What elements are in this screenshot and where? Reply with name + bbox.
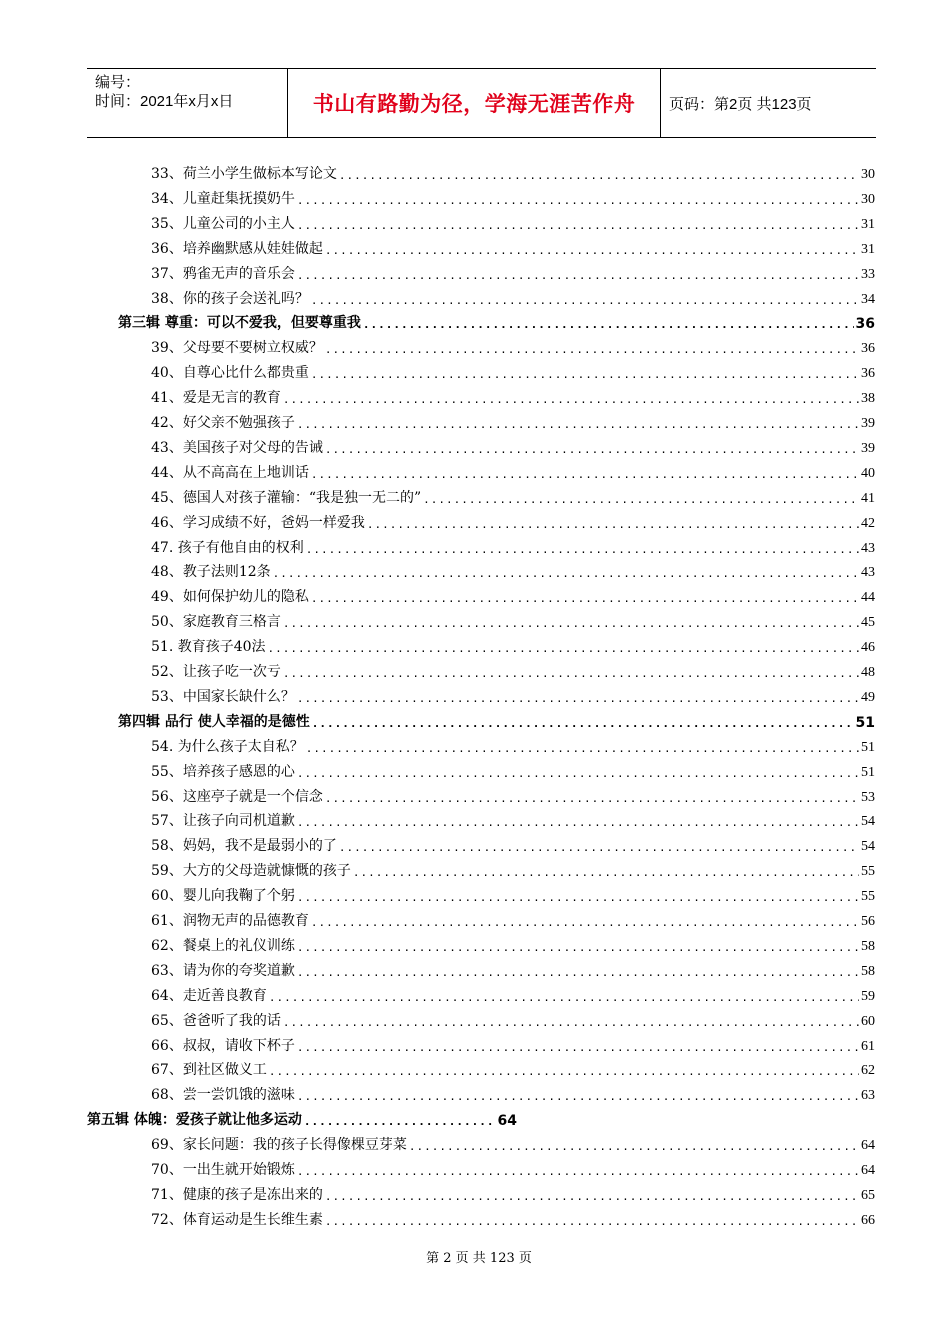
toc-entry-title: 50、家庭教育三格言 xyxy=(151,614,281,631)
toc-entry-title: 第四辑 品行 使人幸福的是德性 xyxy=(118,713,310,730)
toc-entry-title: 36、培养幽默感从娃娃做起 xyxy=(151,240,323,257)
toc-entry[interactable] xyxy=(151,184,875,208)
toc-entry-page-number: 43 xyxy=(861,565,875,581)
toc-entry-page-number: 64 xyxy=(497,1113,517,1130)
toc-dot-leader xyxy=(423,493,859,507)
toc-entry[interactable] xyxy=(151,1006,875,1030)
toc-entry-title: 第五辑 体魄：爱孩子就让他多运动 xyxy=(87,1112,302,1129)
header-info-cell xyxy=(87,69,287,137)
toc-entry-title: 63、请为你的夸奖道歉 xyxy=(151,962,295,979)
toc-section-heading[interactable] xyxy=(118,308,875,332)
toc-section-heading[interactable] xyxy=(118,707,875,731)
toc-entry-title: 48、教子法则12条 xyxy=(151,564,271,581)
header-page-info: 页码：第2页 共123页 xyxy=(669,95,812,113)
toc-entry-title: 70、一出生就开始锻炼 xyxy=(151,1162,295,1178)
toc-entry-title: 68、尝一尝饥饿的滋味 xyxy=(151,1087,295,1104)
toc-dot-leader xyxy=(297,692,859,706)
toc-entry-page-number: 42 xyxy=(861,515,875,531)
toc-entry-page-number: 62 xyxy=(861,1063,875,1079)
toc-entry-title: 41、爱是无言的教育 xyxy=(151,390,281,407)
toc-dot-leader xyxy=(325,244,859,258)
toc-entry[interactable] xyxy=(151,159,875,183)
toc-entry-page-number: 39 xyxy=(861,416,875,431)
toc-entry[interactable] xyxy=(151,981,875,1005)
toc-entry-title: 35、儿童公司的小主人 xyxy=(151,215,295,232)
toc-entry-page-number: 39 xyxy=(861,440,875,456)
toc-entry-page-number: 63 xyxy=(861,1088,875,1104)
toc-entry[interactable] xyxy=(151,284,875,308)
toc-entry-page-number: 51 xyxy=(855,714,875,731)
toc-dot-leader xyxy=(283,393,859,407)
toc-entry-title: 64、走近善良教育 xyxy=(151,987,267,1004)
toc-entry[interactable] xyxy=(151,408,875,432)
toc-entry[interactable] xyxy=(151,1205,875,1229)
toc-entry-title: 60、婴儿向我鞠了个躬 xyxy=(151,888,295,905)
toc-entry[interactable] xyxy=(151,806,875,830)
toc-entry-page-number: 54 xyxy=(861,814,875,830)
toc-dot-leader xyxy=(297,418,859,432)
toc-entry-page-number: 46 xyxy=(861,640,875,656)
toc-entry-page-number: 55 xyxy=(861,864,875,880)
toc-dot-leader xyxy=(297,891,859,905)
toc-dot-leader xyxy=(268,642,859,656)
toc-dot-leader xyxy=(325,1215,859,1229)
toc-dot-leader xyxy=(297,941,859,955)
toc-entry-title: 42、好父亲不勉强孩子 xyxy=(151,415,295,431)
toc-dot-leader xyxy=(311,468,859,482)
toc-entry-page-number: 61 xyxy=(861,1038,875,1054)
toc-entry[interactable] xyxy=(151,732,875,756)
toc-entry-page-number: 64 xyxy=(861,1138,875,1154)
toc-entry-title: 44、从不高高在上地训话 xyxy=(151,464,309,481)
toc-dot-leader xyxy=(304,1115,496,1129)
toc-entry-page-number: 51 xyxy=(861,739,875,755)
toc-entry[interactable] xyxy=(151,259,875,283)
toc-entry-page-number: 48 xyxy=(861,665,875,680)
toc-entry-title: 53、中国家长缺什么？ xyxy=(151,688,295,705)
toc-entry[interactable] xyxy=(151,533,875,557)
toc-entry[interactable] xyxy=(151,757,875,781)
toc-entry-title: 69、家长问题：我的孩子长得像棵豆芽菜 xyxy=(151,1137,407,1154)
toc-entry-page-number: 58 xyxy=(861,963,875,979)
toc-entry-page-number: 66 xyxy=(861,1212,875,1228)
toc-entry-page-number: 64 xyxy=(861,1163,875,1178)
toc-entry[interactable] xyxy=(151,234,875,258)
toc-dot-leader xyxy=(409,1140,859,1154)
toc-dot-leader xyxy=(311,916,859,930)
toc-entry-page-number: 44 xyxy=(861,590,875,606)
toc-entry[interactable] xyxy=(151,333,875,357)
toc-entry-page-number: 59 xyxy=(861,988,875,1004)
toc-entry-title: 46、学习成绩不好，爸妈一样爱我 xyxy=(151,514,365,531)
toc-dot-leader xyxy=(353,866,859,880)
toc-entry[interactable] xyxy=(151,607,875,631)
toc-entry-title: 33、荷兰小学生做标本写论文 xyxy=(151,166,337,182)
toc-dot-leader xyxy=(311,592,859,606)
toc-dot-leader xyxy=(363,318,854,332)
toc-entry[interactable] xyxy=(151,782,875,806)
toc-entry-page-number: 30 xyxy=(861,191,875,207)
toc-entry[interactable] xyxy=(151,582,875,606)
toc-entry-page-number: 36 xyxy=(855,316,875,333)
toc-entry[interactable] xyxy=(151,209,875,233)
toc-dot-leader xyxy=(297,767,859,781)
toc-entry[interactable] xyxy=(151,433,875,457)
toc-entry-page-number: 36 xyxy=(861,366,875,382)
toc-entry[interactable] xyxy=(151,956,875,980)
toc-entry[interactable] xyxy=(151,906,875,930)
toc-dot-leader xyxy=(283,617,859,631)
toc-dot-leader xyxy=(273,567,859,581)
toc-dot-leader xyxy=(325,792,859,806)
toc-entry-title: 56、这座亭子就是一个信念 xyxy=(151,788,323,805)
toc-entry-title: 55、培养孩子感恩的心 xyxy=(151,763,295,780)
header-motto: 书山有路勤为径，学海无涯苦作舟 xyxy=(287,69,661,137)
toc-entry-page-number: 65 xyxy=(861,1187,875,1203)
toc-entry[interactable] xyxy=(151,831,875,855)
toc-dot-leader xyxy=(283,667,859,681)
toc-dot-leader xyxy=(325,443,859,457)
toc-entry-title: 62、餐桌上的礼仪训练 xyxy=(151,937,295,954)
toc-dot-leader xyxy=(283,1016,859,1030)
toc-entry[interactable] xyxy=(151,1031,875,1055)
toc-entry-page-number: 40 xyxy=(861,465,875,481)
toc-entry[interactable] xyxy=(151,508,875,532)
toc-entry[interactable] xyxy=(151,383,875,407)
toc-entry[interactable] xyxy=(151,881,875,905)
toc-dot-leader xyxy=(325,343,859,357)
toc-entry-title: 47. 孩子有他自由的权利 xyxy=(151,539,304,556)
toc-dot-leader xyxy=(297,1041,859,1055)
toc-entry[interactable] xyxy=(151,856,875,880)
toc-dot-leader xyxy=(297,816,859,830)
toc-entry-title: 61、润物无声的品德教育 xyxy=(151,913,309,929)
toc-entry-page-number: 55 xyxy=(861,889,875,905)
toc-entry-page-number: 34 xyxy=(861,291,875,307)
toc-dot-leader xyxy=(297,1165,859,1179)
toc-entry-title: 49、如何保护幼儿的隐私 xyxy=(151,589,309,606)
toc-entry-page-number: 53 xyxy=(861,789,875,805)
toc-entry[interactable] xyxy=(151,1080,875,1104)
toc-entry-title: 40、自尊心比什么都贵重 xyxy=(151,365,309,382)
toc-entry-page-number: 36 xyxy=(861,341,875,357)
toc-entry[interactable] xyxy=(151,657,875,681)
page-footer: 第 2 页 共 123 页 xyxy=(426,1251,532,1266)
toc-entry-page-number: 33 xyxy=(861,266,875,282)
toc-entry[interactable] xyxy=(151,557,875,581)
toc-entry[interactable] xyxy=(151,632,875,656)
toc-dot-leader xyxy=(325,1190,859,1204)
toc-dot-leader xyxy=(311,294,859,308)
document-number-label: 编号： xyxy=(95,74,141,91)
toc-entry-title: 67、到社区做义工 xyxy=(151,1062,267,1079)
toc-entry-title: 54. 为什么孩子太自私？ xyxy=(151,738,304,755)
toc-entry-page-number: 60 xyxy=(861,1013,875,1029)
toc-entry-title: 52、让孩子吃一次亏 xyxy=(151,664,281,680)
toc-entry-page-number: 58 xyxy=(861,938,875,954)
toc-entry-title: 39、父母要不要树立权威？ xyxy=(151,340,323,357)
toc-dot-leader xyxy=(312,717,854,731)
toc-dot-leader xyxy=(297,269,859,283)
toc-entry[interactable] xyxy=(151,1130,875,1154)
toc-entry[interactable] xyxy=(151,483,875,507)
toc-entry-page-number: 31 xyxy=(861,241,875,257)
toc-entry-page-number: 51 xyxy=(861,764,875,780)
toc-entry-title: 38、你的孩子会送礼吗？ xyxy=(151,290,309,307)
toc-entry[interactable] xyxy=(151,682,875,706)
toc-entry-title: 66、叔叔，请收下杯子 xyxy=(151,1037,295,1054)
toc-entry-title: 51. 教育孩子40法 xyxy=(151,639,266,656)
toc-dot-leader xyxy=(269,991,859,1005)
toc-entry[interactable] xyxy=(151,931,875,955)
toc-entry-title: 34、儿童赶集抚摸奶牛 xyxy=(151,190,295,207)
toc-entry[interactable] xyxy=(151,1180,875,1204)
document-time-label: 时间：2021年x月x日 xyxy=(95,93,234,110)
toc-dot-leader xyxy=(297,194,859,208)
toc-entry[interactable] xyxy=(151,458,875,482)
toc-dot-leader xyxy=(367,518,859,532)
toc-entry-title: 57、让孩子向司机道歉 xyxy=(151,813,295,830)
toc-entry-page-number: 43 xyxy=(861,540,875,556)
toc-entry-title: 72、体育运动是生长维生素 xyxy=(151,1211,323,1228)
toc-entry[interactable] xyxy=(151,358,875,382)
toc-entry-page-number: 45 xyxy=(861,615,875,631)
page-header xyxy=(87,68,876,138)
toc-dot-leader xyxy=(297,966,859,980)
toc-dot-leader xyxy=(339,169,859,183)
toc-entry-page-number: 49 xyxy=(861,689,875,705)
toc-dot-leader xyxy=(306,742,859,756)
toc-entry-page-number: 38 xyxy=(861,391,875,407)
toc-entry-title: 43、美国孩子对父母的告诫 xyxy=(151,439,323,456)
toc-entry[interactable] xyxy=(151,1155,875,1179)
toc-entry-title: 第三辑 尊重：可以不爱我，但要尊重我 xyxy=(118,315,361,332)
toc-dot-leader xyxy=(269,1065,859,1079)
toc-entry-page-number: 41 xyxy=(861,490,875,506)
toc-entry-page-number: 56 xyxy=(861,914,875,929)
toc-dot-leader xyxy=(339,841,859,855)
toc-entry-title: 58、妈妈，我不是最弱小的了 xyxy=(151,838,337,855)
toc-entry-title: 59、大方的父母造就慷慨的孩子 xyxy=(151,863,351,880)
toc-dot-leader xyxy=(297,1090,859,1104)
toc-entry-title: 71、健康的孩子是冻出来的 xyxy=(151,1186,323,1203)
toc-entry-page-number: 31 xyxy=(861,216,875,232)
toc-dot-leader xyxy=(306,543,859,557)
toc-section-heading[interactable] xyxy=(87,1105,517,1129)
toc-entry-page-number: 54 xyxy=(861,839,875,855)
toc-entry[interactable] xyxy=(151,1055,875,1079)
toc-dot-leader xyxy=(311,368,859,382)
toc-entry-title: 37、鸦雀无声的音乐会 xyxy=(151,265,295,282)
toc-dot-leader xyxy=(297,219,859,233)
toc-entry-page-number: 30 xyxy=(861,167,875,182)
toc-entry-title: 65、爸爸听了我的话 xyxy=(151,1012,281,1029)
toc-entry-title: 45、德国人对孩子灌输：“我是独一无二的” xyxy=(151,489,422,506)
